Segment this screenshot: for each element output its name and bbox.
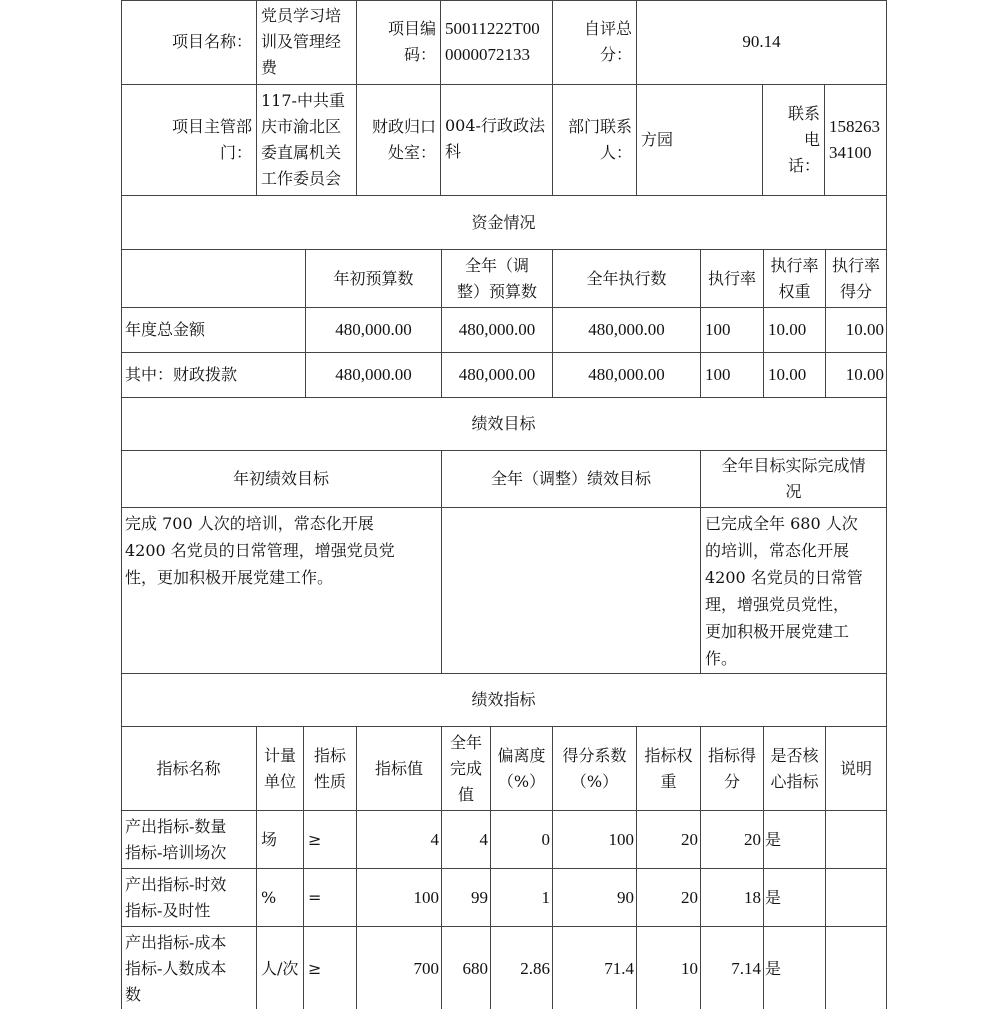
ind-col-weight: 指标权 重 [637, 727, 701, 811]
finance-dept: 004-行政政法 科 [441, 85, 553, 196]
goals-actual-text: 已完成全年 680 人次 的培训，常态化开展 4200 名党员的日常管 理，增强党员党性， 更加积极开展党建工 作。 [701, 508, 887, 674]
ind-target: 700 [357, 927, 442, 1009]
funds-row-fiscal-label: 其中：财政拨款 [121, 353, 306, 398]
ind-note [826, 869, 887, 927]
ind-deviation: 1 [491, 869, 553, 927]
goals-initial-text: 完成 700 人次的培训，常态化开展 4200 名党员的日常管理，增强党员党 性，更加积极开展党建工作。 [121, 508, 442, 674]
funds-col-executed: 全年执行数 [553, 250, 701, 308]
ind-coefficient: 90 [553, 869, 637, 927]
ind-col-name: 指标名称 [121, 727, 257, 811]
ind-deviation: 0 [491, 811, 553, 869]
ind-actual: 99 [442, 869, 491, 927]
ind-deviation: 2.86 [491, 927, 553, 1009]
ind-target: 100 [357, 869, 442, 927]
funds-row-fiscal-executed: 480,000.00 [553, 353, 701, 398]
ind-col-coefficient: 得分系数 （%） [553, 727, 637, 811]
finance-label: 财政归口 处室： [357, 85, 441, 196]
ind-note [826, 811, 887, 869]
ind-actual: 4 [442, 811, 491, 869]
funds-row-total-label: 年度总金额 [121, 308, 306, 353]
ind-core: 是 [764, 927, 826, 1009]
funds-col-initial-budget: 年初预算数 [306, 250, 442, 308]
ind-col-note: 说明 [826, 727, 887, 811]
ind-unit: 场 [257, 811, 304, 869]
ind-col-target: 指标值 [357, 727, 442, 811]
ind-core: 是 [764, 811, 826, 869]
funds-col-rate-weight: 执行率 权重 [764, 250, 826, 308]
ind-nature: ≥ [304, 927, 357, 1009]
goals-col-adjusted: 全年（调整）绩效目标 [442, 451, 701, 508]
ind-nature: = [304, 869, 357, 927]
goals-col-actual: 全年目标实际完成情 况 [701, 451, 887, 508]
funds-row-fiscal-adjusted: 480,000.00 [442, 353, 553, 398]
phone-label: 联系 电 话： [763, 85, 825, 196]
ind-weight: 20 [637, 869, 701, 927]
ind-col-nature: 指标 性质 [304, 727, 357, 811]
funds-section-title: 资金情况 [121, 196, 887, 250]
ind-weight: 20 [637, 811, 701, 869]
ind-actual: 680 [442, 927, 491, 1009]
funds-row-total-rate: 100 [701, 308, 764, 353]
performance-evaluation-table [121, 0, 887, 1009]
ind-score: 18 [701, 869, 764, 927]
self-score-label: 自评总 分： [553, 0, 637, 85]
ind-note [826, 927, 887, 1009]
table-row: 产出指标-时效 指标-及时性 [121, 869, 257, 927]
ind-col-actual: 全年 完成 值 [442, 727, 491, 811]
goals-adjusted-text [442, 508, 701, 674]
ind-coefficient: 100 [553, 811, 637, 869]
funds-row-total-weight: 10.00 [764, 308, 826, 353]
ind-score: 7.14 [701, 927, 764, 1009]
funds-col-adjusted-budget: 全年（调 整）预算数 [442, 250, 553, 308]
contact-person: 方园 [637, 85, 763, 196]
dept: 117-中共重 庆市渝北区 委直属机关 工作委员会 [257, 85, 357, 196]
funds-row-fiscal-initial: 480,000.00 [306, 353, 442, 398]
funds-header-blank [121, 250, 306, 308]
funds-row-fiscal-score: 10.00 [826, 353, 887, 398]
funds-row-total-initial: 480,000.00 [306, 308, 442, 353]
table-row: 产出指标-数量 指标-培训场次 [121, 811, 257, 869]
funds-row-fiscal-weight: 10.00 [764, 353, 826, 398]
ind-nature: ≥ [304, 811, 357, 869]
ind-col-core: 是否核 心指标 [764, 727, 826, 811]
goals-col-initial: 年初绩效目标 [121, 451, 442, 508]
ind-col-unit: 计量 单位 [257, 727, 304, 811]
ind-coefficient: 71.4 [553, 927, 637, 1009]
ind-weight: 10 [637, 927, 701, 1009]
dept-label: 项目主管部 门： [121, 85, 257, 196]
ind-col-deviation: 偏离度 （%） [491, 727, 553, 811]
project-name-label: 项目名称： [121, 0, 257, 85]
funds-col-rate-score: 执行率 得分 [826, 250, 887, 308]
project-name: 党员学习培 训及管理经 费 [257, 0, 357, 85]
ind-target: 4 [357, 811, 442, 869]
self-score: 90.14 [637, 0, 887, 85]
ind-unit: % [257, 869, 304, 927]
goals-section-title: 绩效目标 [121, 398, 887, 451]
phone: 158263 34100 [825, 85, 887, 196]
indicators-section-title: 绩效指标 [121, 674, 887, 727]
funds-row-fiscal-rate: 100 [701, 353, 764, 398]
ind-core: 是 [764, 869, 826, 927]
ind-unit: 人/次 [257, 927, 304, 1009]
project-code-label: 项目编 码： [357, 0, 441, 85]
table-row: 产出指标-成本 指标-人数成本 数 [121, 927, 257, 1009]
ind-score: 20 [701, 811, 764, 869]
funds-row-total-score: 10.00 [826, 308, 887, 353]
funds-col-exec-rate: 执行率 [701, 250, 764, 308]
project-code: 50011222T00 0000072133 [441, 0, 553, 85]
ind-col-score: 指标得 分 [701, 727, 764, 811]
funds-row-total-adjusted: 480,000.00 [442, 308, 553, 353]
contact-label: 部门联系 人： [553, 85, 637, 196]
funds-row-total-executed: 480,000.00 [553, 308, 701, 353]
